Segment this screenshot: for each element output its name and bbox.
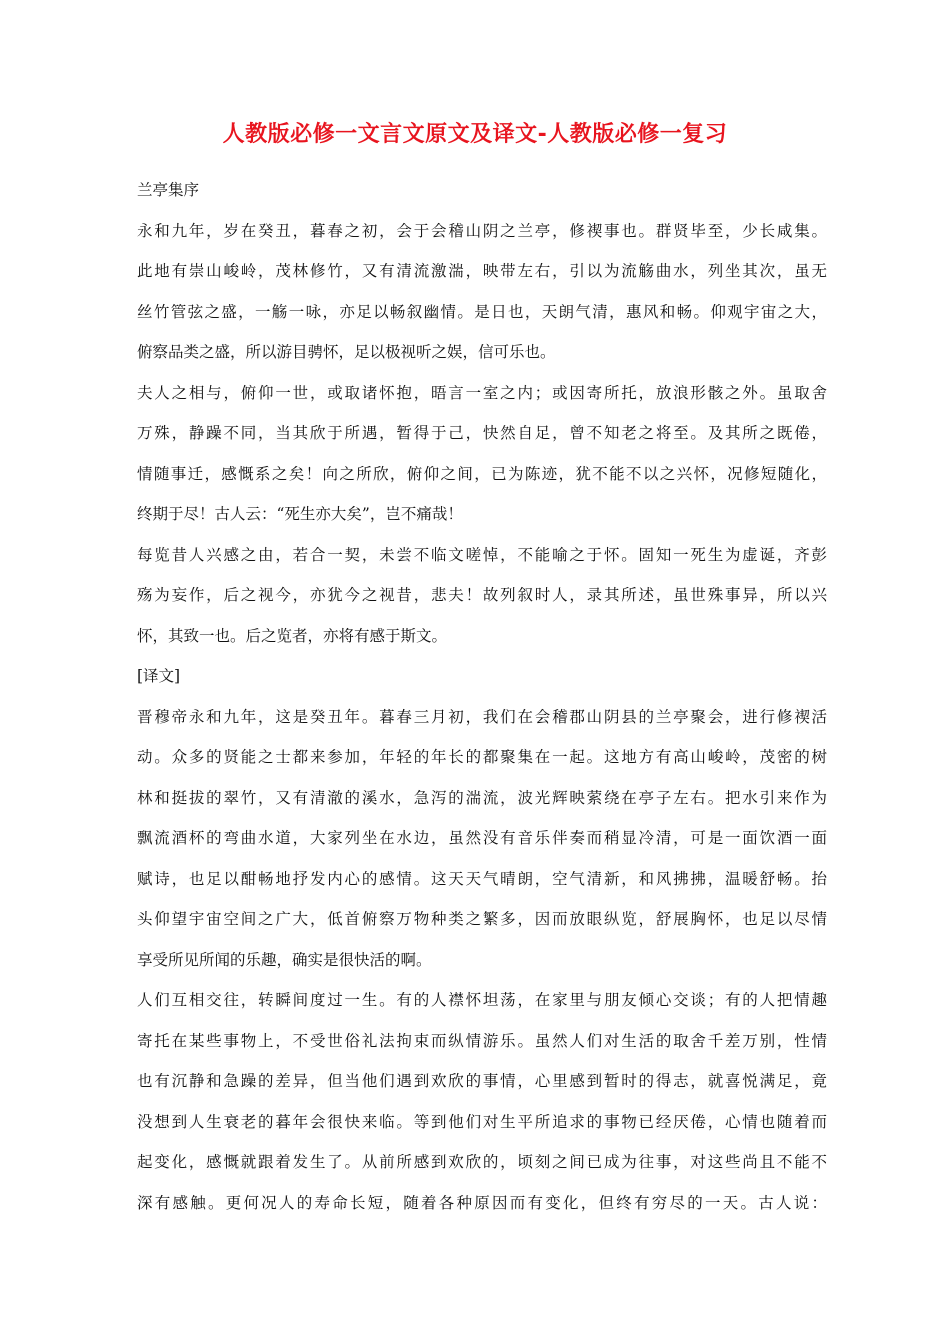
text-line: 怀，其致一也。后之览者，亦将有感于斯文。: [137, 626, 448, 645]
text-line: 飘流酒杯的弯曲水道，大家列坐在水边，虽然没有音乐伴奏而稍显冷清，可是一面饮酒一面: [137, 829, 827, 847]
text-line: 没想到人生衰老的暮年会很快来临。等到他们对生平所追求的事物已经厌倦，心情也随着而: [137, 1112, 827, 1131]
text-line: 起变化，感慨就跟着发生了。从前所感到欢欣的，顷刻之间已成为往事，对这些尚且不能不: [137, 1153, 827, 1171]
text-line: 深有感触。更何况人的寿命长短，随着各种原因而有变化，但终有穷尽的一天。古人说：: [137, 1193, 827, 1212]
text-line: 万殊，静躁不同，当其欣于所遇，暂得于己，快然自足，曾不知老之将至。及其所之既倦，: [137, 424, 827, 442]
text-line: 动。众多的贤能之士都来参加，年轻的年长的都聚集在一起。这地方有高山峻岭，茂密的树: [137, 748, 827, 766]
text-line: 殇为妄作，后之视今，亦犹今之视昔，悲夫！故列叙时人，录其所述，虽世殊事异，所以兴: [137, 586, 827, 604]
text-line: 也有沉静和急躁的差异，但当他们遇到欢欣的事情，心里感到暂时的得志，就喜悦满足，竟: [137, 1072, 827, 1090]
text-line: 此地有崇山峻岭，茂林修竹，又有清流激湍，映带左右，引以为流觞曲水，列坐其次，虽无: [137, 262, 827, 280]
text-line: 情随事迁，感慨系之矣！向之所欣，俯仰之间，已为陈迹，犹不能不以之兴怀，况修短随化，: [137, 464, 827, 483]
text-line: 林和挺拔的翠竹，又有清澈的溪水，急泻的湍流，波光辉映萦绕在亭子左右。把水引来作为: [137, 788, 827, 807]
text-line: 丝竹管弦之盛，一觞一咏，亦足以畅叙幽情。是日也，天朗气清，惠风和畅。仰观宇宙之大，: [137, 302, 827, 321]
text-line: 晋穆帝永和九年，这是癸丑年。暮春三月初，我们在会稽郡山阴县的兰亭聚会，进行修禊活: [137, 707, 827, 726]
text-line: 永和九年，岁在癸丑，暮春之初，会于会稽山阴之兰亭，修禊事也。群贤毕至，少长咸集。: [137, 221, 827, 240]
text-line: 寄托在某些事物上，不受世俗礼法拘束而纵情游乐。虽然人们对生活的取舍千差万别，性情: [137, 1031, 827, 1050]
text-line: 赋诗，也足以酣畅地抒发内心的感情。这天天气晴朗，空气清新，和风拂拂，温暖舒畅。抬: [137, 869, 827, 888]
text-line: 享受所见所闻的乐趣，确实是很快活的啊。: [137, 950, 432, 969]
document-title: 人教版必修一文言文原文及译文-人教版必修一复习: [222, 122, 728, 147]
translation-heading: [译文]: [137, 667, 181, 685]
document-body: [137, 170, 827, 1223]
text-line: 兰亭集序: [137, 181, 200, 199]
text-line: 终期于尽！古人云：“死生亦大矣”，岂不痛哉！: [137, 505, 463, 523]
text-line: 人们互相交往，转瞬间度过一生。有的人襟怀坦荡，在家里与朋友倾心交谈；有的人把情趣: [137, 991, 827, 1009]
text-line: 夫人之相与，俯仰一世，或取诸怀抱，晤言一室之内；或因寄所托，放浪形骸之外。虽取舍: [137, 383, 827, 402]
text-line: 每览昔人兴感之由，若合一契，未尝不临文嗟悼，不能喻之于怀。固知一死生为虚诞，齐彭: [137, 545, 827, 564]
text-line: 头仰望宇宙空间之广大，低首俯察万物种类之繁多，因而放眼纵览，舒展胸怀，也足以尽情: [137, 910, 827, 928]
text-line: 俯察品类之盛，所以游目骋怀，足以极视听之娱，信可乐也。: [137, 343, 556, 361]
